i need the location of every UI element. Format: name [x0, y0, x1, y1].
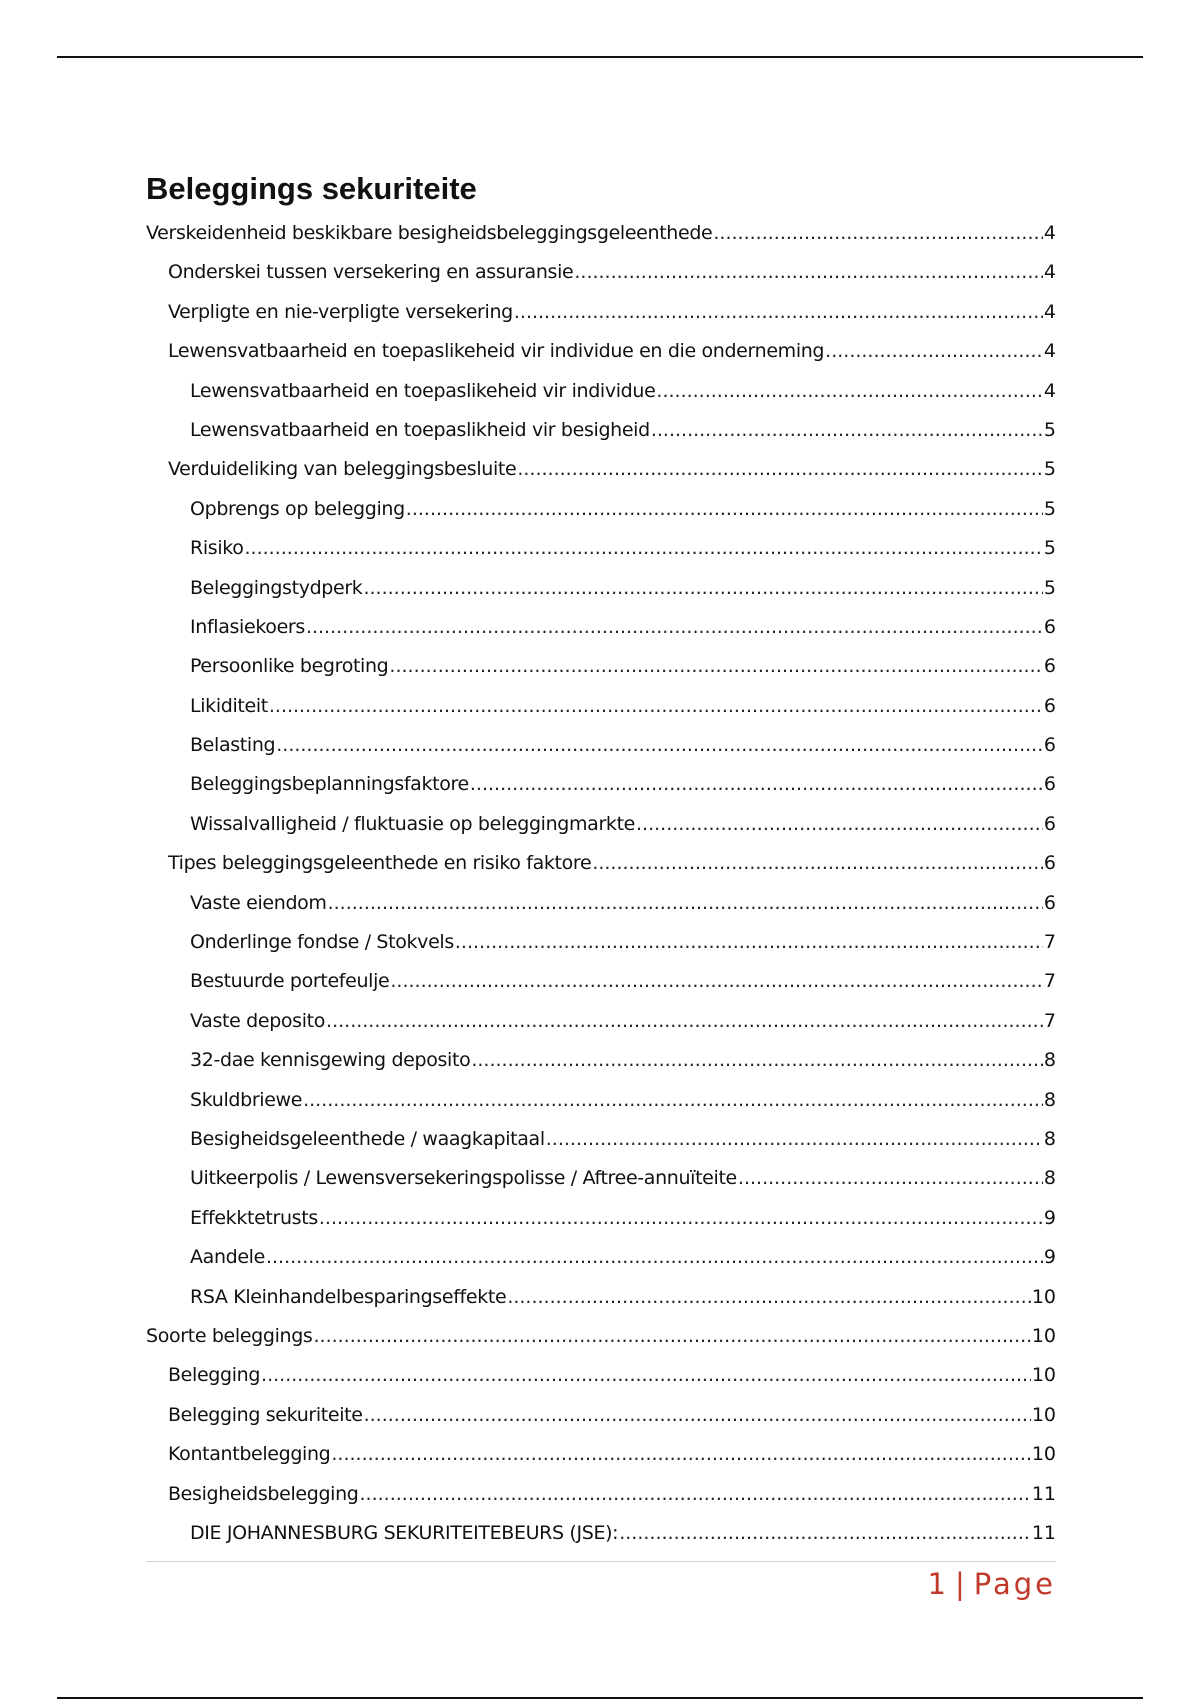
toc-entry-text: Risiko [190, 537, 244, 560]
toc-entry[interactable] [146, 765, 1056, 804]
toc-entry-page: 5 [1043, 576, 1056, 599]
toc-entry[interactable] [146, 1238, 1056, 1277]
toc-entry[interactable] [146, 844, 1056, 883]
toc-entry-text: Besigheidsbelegging [168, 1482, 359, 1505]
toc-entry-page: 5 [1043, 418, 1056, 441]
toc-entry-text: Verduideliking van beleggingsbesluite [168, 458, 517, 481]
toc-entry-page: 6 [1043, 812, 1056, 835]
toc-entry-text: Lewensvatbaarheid en toepaslikeheid vir individue [190, 379, 656, 402]
toc-entry-text: Belasting [190, 734, 276, 757]
toc-dot-leader [825, 332, 1043, 371]
toc-entry-text: Wissalvalligheid / fluktuasie op beleggingmarkte [190, 812, 636, 835]
toc-entry-page: 8 [1043, 1088, 1056, 1111]
toc-entry[interactable] [146, 1041, 1056, 1080]
toc-entry-page: 8 [1043, 1127, 1056, 1150]
toc-entry[interactable] [146, 1081, 1056, 1120]
toc-entry-text: Lewensvatbaarheid en toepaslikeheid vir individue en die onderneming [168, 340, 825, 363]
toc-dot-leader [266, 1238, 1043, 1277]
toc-entry-text: Likiditeit [190, 694, 268, 717]
toc-dot-leader [313, 1317, 1030, 1356]
page-bottom-rule [57, 1697, 1143, 1699]
toc-entry[interactable] [146, 923, 1056, 962]
page-label: Page [973, 1567, 1056, 1601]
toc-dot-leader [306, 608, 1043, 647]
toc-entry-text: Vaste eiendom [190, 891, 327, 914]
toc-entry[interactable] [146, 450, 1056, 489]
toc-entry[interactable] [146, 962, 1056, 1001]
toc-entry-page: 4 [1043, 222, 1056, 244]
toc-entry[interactable] [146, 608, 1056, 647]
toc-entry-page: 10 [1031, 1443, 1056, 1466]
toc-entry-page: 10 [1031, 1364, 1056, 1387]
toc-dot-leader [261, 1356, 1031, 1395]
toc-dot-leader [546, 1120, 1043, 1159]
toc-entry[interactable] [146, 687, 1056, 726]
toc-entry-page: 4 [1043, 379, 1056, 402]
toc-dot-leader [319, 1199, 1043, 1238]
toc-dot-leader [738, 1159, 1043, 1198]
toc-entry-page: 11 [1031, 1482, 1056, 1505]
toc-entry-text: 32-dae kennisgewing deposito [190, 1049, 471, 1072]
toc-entry[interactable] [146, 293, 1056, 332]
toc-entry-text: Aandele [190, 1246, 265, 1269]
toc-entry-text: Belegging [168, 1364, 261, 1387]
toc-entry-page: 4 [1043, 340, 1056, 363]
toc-entry-page: 10 [1031, 1285, 1056, 1308]
toc-dot-leader [269, 687, 1043, 726]
toc-dot-leader [406, 490, 1043, 529]
toc-entry-page: 7 [1043, 970, 1056, 993]
toc-dot-leader [245, 529, 1043, 568]
toc-entry-text: Uitkeerpolis / Lewensversekeringspolisse / Aftree-annuïteite [190, 1167, 737, 1190]
toc-dot-leader [389, 647, 1043, 686]
page-number: 1 [927, 1567, 949, 1601]
toc-entry-text: Skuldbriewe [190, 1088, 303, 1111]
table-of-contents [146, 214, 1056, 1553]
toc-dot-leader [656, 372, 1043, 411]
toc-entry[interactable] [146, 569, 1056, 608]
toc-dot-leader [574, 253, 1043, 292]
toc-entry[interactable] [146, 1317, 1056, 1356]
toc-entry[interactable] [146, 726, 1056, 765]
toc-entry[interactable] [146, 1435, 1056, 1474]
document-title: Beleggings sekuriteite [146, 171, 477, 206]
toc-entry-text: Belegging sekuriteite [168, 1403, 363, 1426]
toc-entry-page: 4 [1043, 300, 1056, 323]
toc-entry-page: 8 [1043, 1049, 1056, 1072]
toc-dot-leader [470, 765, 1043, 804]
toc-entry-text: RSA Kleinhandelbesparingseffekte [190, 1285, 507, 1308]
toc-entry-page: 6 [1043, 891, 1056, 914]
toc-entry[interactable] [146, 214, 1056, 253]
toc-entry-page: 7 [1043, 1009, 1056, 1032]
toc-dot-leader [303, 1081, 1043, 1120]
toc-entry[interactable] [146, 1514, 1056, 1553]
toc-entry-page: 9 [1043, 1246, 1056, 1269]
toc-dot-leader [328, 884, 1043, 923]
toc-entry-text: Opbrengs op belegging [190, 497, 405, 520]
toc-entry[interactable] [146, 332, 1056, 371]
toc-dot-leader [276, 726, 1043, 765]
page-separator: | [955, 1567, 968, 1601]
toc-entry[interactable] [146, 529, 1056, 568]
toc-entry-text: Kontantbelegging [168, 1443, 331, 1466]
toc-dot-leader [455, 923, 1043, 962]
toc-entry[interactable] [146, 372, 1056, 411]
toc-entry[interactable] [146, 805, 1056, 844]
page-footer [928, 1564, 1056, 1604]
toc-entry[interactable] [146, 1002, 1056, 1041]
toc-entry-text: Verpligte en nie-verpligte versekering [168, 300, 513, 323]
toc-entry-page: 11 [1031, 1521, 1056, 1544]
toc-entry[interactable] [146, 411, 1056, 450]
toc-entry-text: Onderskei tussen versekering en assuransie [168, 261, 574, 284]
toc-entry-text: Inflasiekoers [190, 615, 305, 638]
toc-entry-page: 8 [1043, 1167, 1056, 1190]
toc-entry-page: 7 [1043, 931, 1056, 954]
toc-entry-page: 5 [1043, 537, 1056, 560]
toc-entry-page: 5 [1043, 497, 1056, 520]
toc-entry-text: Besigheidsgeleenthede / waagkapitaal [190, 1127, 545, 1150]
toc-entry[interactable] [146, 884, 1056, 923]
toc-entry-page: 9 [1043, 1206, 1056, 1229]
toc-entry[interactable] [146, 1356, 1056, 1395]
toc-dot-leader [592, 844, 1043, 883]
toc-dot-leader [326, 1002, 1043, 1041]
toc-entry-text: Beleggingstydperk [190, 576, 363, 599]
toc-entry-text: Persoonlike begroting [190, 655, 389, 678]
toc-entry-page: 4 [1043, 261, 1056, 284]
toc-entry-page: 6 [1043, 734, 1056, 757]
toc-entry-text: Soorte beleggings [146, 1324, 313, 1347]
toc-dot-leader [514, 293, 1043, 332]
toc-entry[interactable] [146, 1199, 1056, 1238]
toc-dot-leader [360, 1475, 1031, 1514]
toc-entry-page: 5 [1043, 458, 1056, 481]
toc-dot-leader [507, 1278, 1031, 1317]
toc-dot-leader [651, 411, 1043, 450]
toc-entry[interactable] [146, 1120, 1056, 1159]
toc-entry-page: 6 [1043, 655, 1056, 678]
toc-entry-text: Lewensvatbaarheid en toepaslikheid vir besigheid [190, 418, 650, 441]
toc-entry-text: Beleggingsbeplanningsfaktore [190, 773, 469, 796]
toc-entry-page: 6 [1043, 773, 1056, 796]
toc-entry-text: Vaste deposito [190, 1009, 326, 1032]
toc-dot-leader [331, 1435, 1030, 1474]
footer-rule [146, 1561, 1056, 1562]
toc-entry[interactable] [146, 1159, 1056, 1198]
toc-dot-leader [517, 450, 1043, 489]
toc-dot-leader [390, 962, 1043, 1001]
toc-entry[interactable] [146, 1396, 1056, 1435]
toc-entry-text: Onderlinge fondse / Stokvels [190, 931, 454, 954]
toc-entry[interactable] [146, 1278, 1056, 1317]
toc-dot-leader [619, 1514, 1031, 1553]
toc-entry-text: Effekktetrusts [190, 1206, 318, 1229]
toc-entry-text: Bestuurde portefeulje [190, 970, 390, 993]
toc-entry-page: 6 [1043, 615, 1056, 638]
toc-dot-leader [471, 1041, 1043, 1080]
toc-entry[interactable] [146, 490, 1056, 529]
toc-entry[interactable] [146, 647, 1056, 686]
toc-entry-page: 10 [1031, 1324, 1056, 1347]
page-top-rule [57, 56, 1143, 58]
toc-dot-leader [364, 1396, 1031, 1435]
toc-entry-text: DIE JOHANNESBURG SEKURITEITEBEURS (JSE): [190, 1521, 619, 1544]
toc-entry-page: 6 [1043, 852, 1056, 875]
toc-entry[interactable] [146, 253, 1056, 292]
document-body [146, 168, 1056, 1553]
toc-dot-leader [713, 214, 1043, 253]
toc-dot-leader [636, 805, 1043, 844]
toc-entry-text: Verskeidenheid beskikbare besigheidsbeleggingsgeleenthede [146, 222, 713, 244]
toc-dot-leader [363, 569, 1042, 608]
toc-entry-page: 10 [1031, 1403, 1056, 1426]
toc-entry[interactable] [146, 1475, 1056, 1514]
toc-entry-text: Tipes beleggingsgeleenthede en risiko faktore [168, 852, 592, 875]
toc-entry-page: 6 [1043, 694, 1056, 717]
